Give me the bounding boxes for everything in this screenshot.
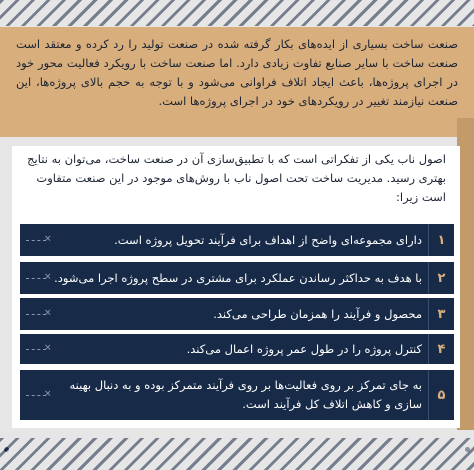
item-text: دارای مجموعه‌ای واضح از اهداف برای فرآیند تحویل پروژه است. xyxy=(114,232,422,247)
cross-icon: ✕ xyxy=(44,234,52,245)
item-text: با هدف به حداکثر رساندن عملکرد برای مشتری در سطح پروژه اجرا می‌شود. xyxy=(54,270,422,285)
cross-icon: ✕ xyxy=(44,272,52,283)
item-number: ۱ xyxy=(428,224,454,256)
cross-icon: ✕ xyxy=(44,308,52,319)
cross-icon: ✕ xyxy=(44,389,52,400)
item-text: به جای تمرکز بر روی فعالیت‌ها بر روی فرآیند متمرکز بوده و به دنبال بهینه سازی و کاهش اتلاف کل فرآیند است. xyxy=(69,378,422,411)
cross-icon: ✕ xyxy=(44,343,52,354)
item-text: محصول و فرآیند را همزمان طراحی می‌کند. xyxy=(213,306,422,321)
dashed-line xyxy=(26,314,46,315)
list-item xyxy=(20,334,454,364)
dashed-line xyxy=(26,278,46,279)
list-item xyxy=(20,224,454,256)
dashed-line xyxy=(26,349,46,350)
dashed-line xyxy=(26,395,46,396)
item-number: ۴ xyxy=(428,334,454,364)
item-number: ۵ xyxy=(428,370,454,420)
list-item xyxy=(20,298,454,330)
bottom-stripe-decoration xyxy=(0,438,474,470)
top-stripe-decoration xyxy=(0,0,474,26)
list-item xyxy=(20,262,454,294)
item-number: ۳ xyxy=(428,298,454,330)
card-intro-paragraph: اصول ناب یکی از تفکراتی است که با تطبیق‌سازی آن در صنعت ساخت، می‌توان به نتایج بهتری رسید. مدیریت ساخت تحت اصول ناب با روش‌های موجود در این صنعت متفاوت است زیرا: xyxy=(27,152,446,204)
item-text: کنترل پروژه را در طول عمر پروژه اعمال می‌کند. xyxy=(186,341,422,356)
dashed-line xyxy=(26,240,46,241)
intro-paragraph: صنعت ساخت بسیاری از ایده‌های بکار گرفته شده در صنعت تولید را رد کرده و معتقد است صنعت ساخت با سایر صنایع تفاوت زیادی دارد. اما صنعت ساخت با رویکرد فعالیت محور خود در اجرای پروژه‌ها، باعث ایجاد اتلاف فراوانی می‌شود و با توجه به حجم بالای پروژه‌ها، این صنعت نیازمند تغییر در رویکردهای خود در اجرای پروژه‌ها است. xyxy=(16,37,458,108)
item-number: ۲ xyxy=(428,262,454,294)
list-item xyxy=(20,370,454,420)
